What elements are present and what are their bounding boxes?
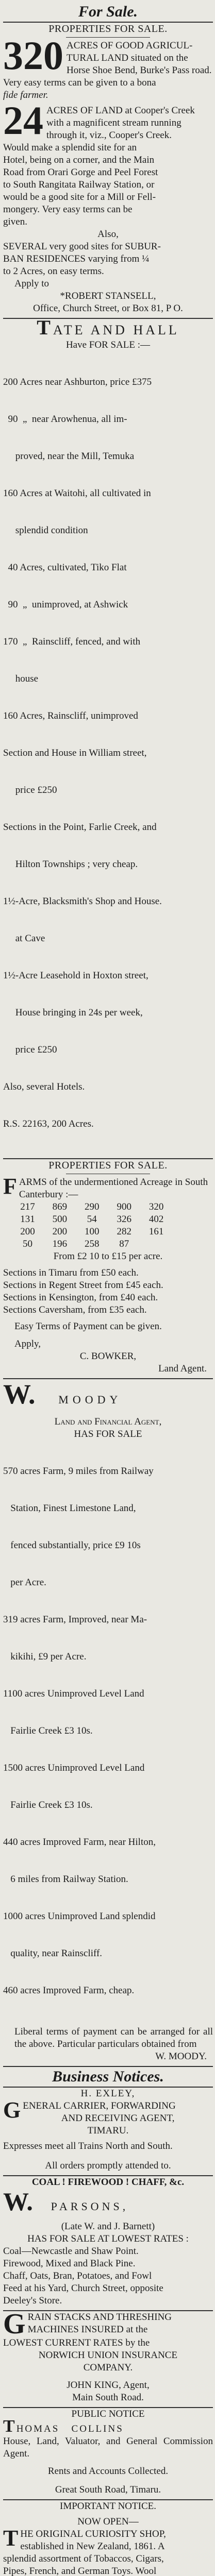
table-cell: 131 [20,1214,35,1225]
lot-line: would be a good site for a Mill or Fell- [3,192,156,202]
listing-line: 200 Acres near Ashburton, price £375 [3,377,152,387]
lot-320-acres [3,33,213,101]
table-cell: 217 [20,1201,35,1212]
listing-line: 160 Acres at Waitohi, all cultivated in [3,488,151,499]
section-line: Sections in Regent Street from £45 each. [3,1280,163,1291]
ad-title [3,1379,213,1416]
listing-line: 1½-Acre, Blacksmith's Shop and House. [3,896,162,907]
listing-line: 1000 acres Unimproved Land splendid [3,1911,156,1922]
lot-suburban [3,241,213,278]
table-cell: 326 [117,1214,131,1225]
listing-line: price £250 [3,1044,57,1055]
ad-stansell-properties [3,23,213,319]
ad-body [3,2245,213,2307]
now-open: NOW OPEN— [77,2516,139,2527]
title-rest: PARSONS, [51,2200,129,2213]
lot-line: SEVERAL very good sites for SUBUR- [3,241,161,252]
drop-initial: G [3,2097,21,2123]
agent-name: C. BOWKER, [79,1351,137,1362]
ad-line: AND RECEIVING AGENT, [61,2113,175,2124]
ad-line: ENERAL CARRIER, FORWARDING [23,2100,176,2111]
lot-24-acres [3,98,213,228]
listing-line: Station, Finest Limestone Land, [3,1503,136,1514]
listing-line: 40 Acres, cultivated, Tiko Flat [3,562,127,573]
section-header [3,2,213,23]
title-initial: T [37,316,53,339]
ad-subtitle: Land and Financial Agent, [54,1416,162,1427]
table-cell: 100 [85,1226,100,1237]
listing-line: at Cave [3,933,45,944]
listing-line: 440 acres Improved Farm, near Hilton, [3,1837,156,1848]
agent-address: Office, Church Street, or Box 81, P O. [33,303,183,314]
ad-line: Deeley's Store. [3,2295,62,2306]
table-cell: 258 [85,1239,100,1249]
ad-line: established in New Zealand, 1861. A [20,2541,165,2552]
ad-title [3,316,213,339]
ad-title [3,2189,213,2221]
listing-line: 570 acres Farm, 9 miles from Railway [3,1466,154,1477]
terms-line: Liberal terms of payment can be arranged for all the above. Particular particulars obtained from [14,2026,213,2049]
listing-line: 90 „ near Arowhenua, all im- [3,414,127,425]
price-range: From £2 10 to £15 per acre. [53,1251,163,1262]
drop-initial: G [3,2308,26,2340]
section-title: For Sale. [78,3,138,20]
ad-heading: PROPERTIES FOR SALE. [48,1160,168,1171]
ad-line: splendid assortment of Tobaccos, Cigars, [3,2553,164,2564]
listing-line: 160 Acres, Rainscliff, unimproved [3,710,138,721]
listing-line: kikihi, £9 per Acre. [3,1651,87,1662]
ad-subtitle: Have FOR SALE :— [65,340,151,350]
ad-heading: PROPERTIES FOR SALE. [48,23,168,35]
title-rest: ATE AND HALL [53,323,179,337]
lot-line: to 2 Acres, on easy terms. [3,266,104,277]
lot-line: Very easy terms can be given to a bona [3,77,156,88]
agent-title: Land Agent. [158,1363,207,1374]
ad-line: LOWEST CURRENT RATES by the [3,2337,150,2348]
ad-body [3,2097,213,2125]
table-cell: 869 [52,1201,68,1212]
ad-line: RAIN STACKS AND THRESHING [27,2312,172,2323]
lot-line: ACRES OF LAND at Cooper's Creek [46,105,195,116]
title-initial: W. [3,1379,36,1410]
lot-line: with a magnificent stream running [46,117,181,128]
has-for-sale: HAS FOR SALE AT LOWEST RATES : [27,2233,189,2244]
title-initial: T [3,2417,16,2436]
ad-line: HE ORIGINAL CURIOSITY SHOP, [20,2529,166,2539]
listing-line: house [3,673,39,684]
listing [3,351,213,1155]
lot-number: 24 [3,98,43,143]
terms-line: Easy Terms of Payment can be given. [14,1321,162,1332]
lot-line: fide farmer. [3,90,48,100]
listing-line: R.S. 22163, 200 Acres. [3,1118,94,1129]
lot-line: through it, viz., Cooper's Creek. [46,130,172,141]
listing-line: 6 miles from Railway Station. [3,1874,128,1885]
listing-line: 90 „ unimproved, at Ashwick [3,599,128,610]
late-line: (Late W. and J. Barnett) [61,2221,155,2232]
apply-label: Apply, [14,1338,41,1349]
ad-town: TIMARU. [87,2125,129,2136]
agent-name: JOHN KING, Agent, [67,2380,150,2391]
ad-king-insurance [3,2308,213,2408]
title-initial: W. [3,2187,33,2216]
table-cell: 290 [85,1201,100,1212]
intro-text: ARMS of the undermentioned Acreage in South Canterbury :— [19,1177,208,1200]
ad-line: Rents and Accounts Collected. [47,2466,169,2477]
ad-heading: COAL ! FIREWOOD ! CHAFF, &c. [31,2177,185,2188]
ad-body [3,2528,213,2576]
section-title: Business Notices. [52,2068,164,2085]
listing-line: fenced substantially, price £9 10s [3,1540,141,1551]
section-line: Sections in Timaru from £50 each. [3,1267,139,1278]
ad-parsons [3,2176,213,2311]
ad-line: MACHINES INSURED at the [27,2324,148,2335]
lot-line: to South Rangitata Railway Station, or [3,179,155,190]
lot-line: Road from Orari Gorge and Peel Forest [3,167,158,178]
express-line: Expresses meet all Trains North and South. [3,2141,173,2151]
listing [3,1440,213,2022]
table-cell: 200 [20,1226,35,1237]
section-line: Sections Caversham, from £35 each. [3,1304,147,1315]
lot-line: mongery. Very easy terms can be [3,204,133,215]
ad-tate-and-hall [3,316,213,1159]
ad-line: Pipes, French, and German Toys. Wool [3,2566,157,2576]
lot-line: BAN RESIDENCES varying from ¼ [3,253,150,264]
ad-heading: IMPORTANT NOTICE. [60,2501,156,2512]
ad-curiosity-shop [3,2500,213,2576]
signature: W. MOODY. [155,2051,207,2062]
has-for-sale: HAS FOR SALE [74,1429,142,1439]
table-cell: 402 [148,1214,164,1225]
ad-line: Coal—Newcastle and Shaw Point. [3,2246,139,2257]
listing-line: 1100 acres Unimproved Level Land [3,1688,144,1699]
listing-line: 1500 acres Unimproved Level Land [3,1762,145,1773]
table-cell: 50 [22,1239,32,1249]
lot-line: Would make a splendid site for an [3,142,137,153]
table-cell: 320 [148,1201,164,1212]
table-cell: 196 [52,1239,68,1249]
ad-line: COMPANY. [83,2362,133,2373]
apply-label: Apply to [14,278,49,289]
listing-line: quality, near Rainscliff. [3,1948,103,1959]
intro [3,1176,213,1201]
title-rest: HOMAS COLLINS [16,2424,124,2434]
listing-line: Sections in the Point, Farlie Creek, and [3,822,157,833]
table-cell [140,1238,172,1250]
listing-line: 319 acres Farm, Improved, near Ma- [3,1614,147,1625]
table-cell: 200 [52,1226,68,1237]
drop-initial: T [3,2526,19,2551]
ad-line: Chaff, Oats, Bran, Potatoes, and Fowl [3,2270,152,2281]
drop-initial: F [3,1174,17,1199]
lot-line: TURAL LAND situated on the [67,53,188,63]
table-cell: 282 [117,1226,131,1237]
listing-line: 170 „ Rainscliff, fenced, and with [3,636,141,647]
ad-moody [3,1379,213,2067]
ad-line: Firewood, Mixed and Black Pine. [3,2258,136,2269]
ad-line: NORWICH UNION INSURANCE [38,2350,178,2361]
lot-line: ACRES OF GOOD AGRICUL- [67,40,193,51]
ad-line: House, Land, Valuator, and General Commission Agent. [3,2436,213,2459]
ad-body [3,2308,213,2374]
listing-line: Hilton Townships ; very cheap. [3,859,138,870]
listing-line: Fairlie Creek £3 10s. [3,1800,93,1810]
listing-line: Also, several Hotels. [3,1081,85,1092]
also-label: Also, [97,229,119,240]
listing-line: per Acre. [3,1577,46,1588]
listing-line: 460 acres Improved Farm, cheap. [3,1985,135,1996]
ad-title [3,2417,213,2436]
sections-list [3,1267,213,1316]
ad-name: H. EXLEY, [80,2088,136,2099]
orders-line: All orders promptly attended to. [45,2160,171,2171]
table-cell: 54 [87,1214,97,1225]
listing-line: Fairlie Creek £3 10s. [3,1725,93,1736]
divider [66,37,150,38]
lot-line: Hotel, being on a corner, and the Main [3,155,155,165]
lot-number: 320 [3,33,63,78]
ad-bowker-properties [3,1159,213,1379]
title-rest: MOODY [58,1393,122,1406]
table-cell: 161 [148,1226,164,1237]
ad-thomas-collins [3,2408,213,2500]
listing-line: price £250 [3,785,57,795]
acreage-table [11,1201,204,1250]
agent-name: *ROBERT STANSELL, [60,291,156,301]
ad-heading: PUBLIC NOTICE [71,2409,145,2419]
table-cell: 500 [52,1214,68,1225]
table-cell: 87 [119,1239,129,1249]
ad-exley [3,2088,213,2176]
agent-address: Great South Road, Timaru. [55,2484,161,2495]
ad-line: Feed at his Yard, Church Street, opposite [3,2283,163,2294]
lot-line: Horse Shoe Bend, Burke's Pass road. [67,65,212,76]
agent-address: Main South Road. [72,2392,144,2403]
table-cell: 900 [117,1201,131,1212]
listing-line: proved, near the Mill, Temuka [3,451,135,462]
section-line: Sections in Kensington, from £40 each. [3,1292,158,1303]
listing-line: splendid condition [3,525,88,536]
listing-line: Section and House in William street, [3,748,147,758]
lot-line: given. [3,216,27,227]
listing-line: House bringing in 24s per week, [3,1007,143,1018]
business-notices-header [3,2067,213,2088]
listing-line: 1½-Acre Leasehold in Hoxton street, [3,970,148,981]
